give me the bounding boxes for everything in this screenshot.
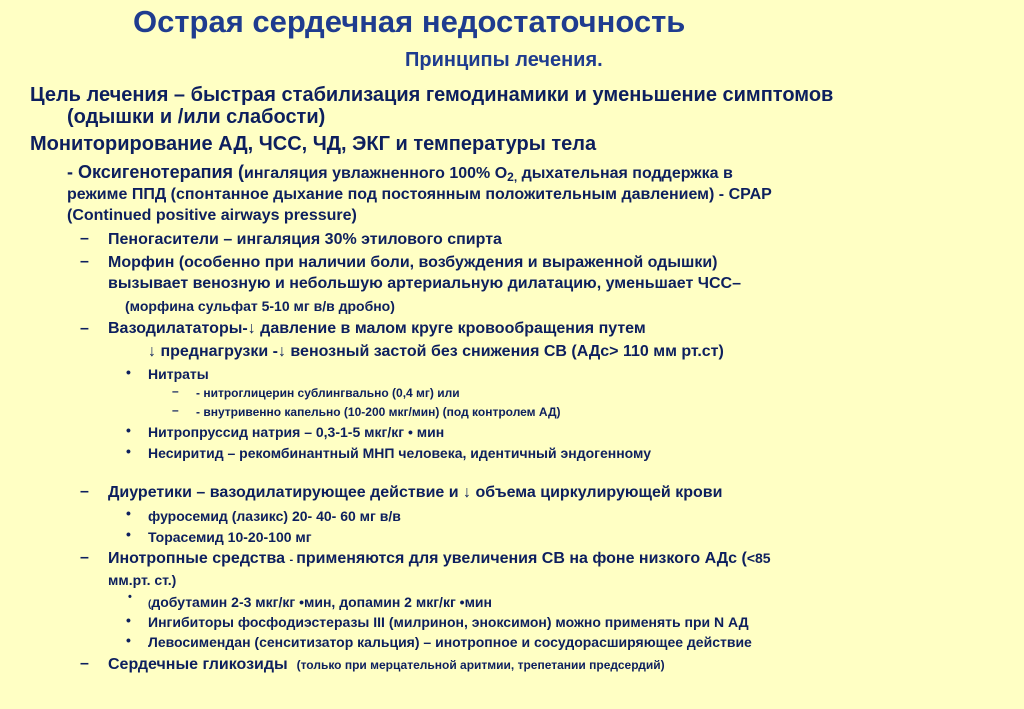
nitroglycerin-line-1: - нитроглицерин сублингвально (0,4 мг) или [196,386,460,400]
dash-marker: – [80,549,89,566]
bullet-marker: • [126,505,131,521]
diuretics-text: объема циркулирующей крови [471,484,723,501]
o2-subscript: 2, [507,170,518,184]
down-arrow-icon: ↓ [247,320,256,337]
dash-marker: – [80,320,89,337]
glycosides-note: (только при мерцательной аритмии, трепетании предсердий) [296,658,665,672]
dobutamine-line [148,594,492,610]
nesiritide-line: Несиритид – рекомбинантный МНП человека, идентичный эндогенному [148,445,651,461]
inotropes-bp: <85 [746,550,771,566]
nitroprusside-line: Нитропруссид натрия – 0,3-1-5 мкг/кг • мин [148,424,445,440]
goal-line-2: (одышки и /или слабости) [67,106,326,128]
dash-marker: – [80,655,89,672]
bullet-marker: • [128,591,132,603]
dash-marker: – [80,483,89,500]
glycosides-label: Сердечные гликозиды [108,656,288,673]
preload-text: преднагрузки - [156,343,278,360]
down-arrow-icon: ↓ [463,484,472,501]
furosemide-line: фуросемид (лазикс) 20- 40- 60 мг в/в [148,508,401,524]
down-arrow-icon: ↓ [277,343,286,360]
dobutamine-paren: ( [148,599,152,610]
morphine-line-3: (морфина сульфат 5-10 мг в/в дробно) [125,298,395,314]
page-subtitle: Принципы лечения. [405,49,603,71]
dash-marker: – [172,403,179,417]
bullet-marker: • [126,526,131,542]
vasodilators-label: Вазодилататоры- [108,320,248,337]
vasodilators-line-2 [148,343,724,361]
down-arrow-icon: ↓ [148,343,156,360]
levosimendan-line: Левосимендан (сенситизатор кальция) – инотропное и сосудорасширяющее действие [148,634,752,650]
monitoring-line: Мониторирование АД, ЧСС, ЧД, ЭКГ и температуры тела [30,133,597,155]
nitrates-label: Нитраты [148,366,209,382]
inotropes-dash: - [289,554,297,566]
inotropes-line-2: мм.рт. ст.) [108,572,177,588]
oxygen-text: ингаляция увлажненного 100% О [244,165,508,182]
goal-line-1: Цель лечения – быстрая стабилизация гемодинамики и уменьшение симптомов [30,84,834,106]
antifoam-line: Пеногасители – ингаляция 30% этилового спирта [108,231,502,248]
bullet-marker: • [126,632,131,648]
morphine-line-1: Морфин (особенно при наличии боли, возбуждения и выраженной одышки) [108,254,718,271]
oxygen-prefix: - Оксигенотерапия ( [67,162,245,182]
diuretics-line [108,484,722,502]
bullet-marker: • [126,612,131,628]
nitroglycerin-line-2: - внутривенно капельно (10-200 мкг/мин) (под контролем АД) [196,405,561,419]
pde-inhibitors-line: Ингибиторы фосфодиэстеразы III (милринон, эноксимон) можно применять при N АД [148,614,749,630]
morphine-line-2: вызывает венозную и небольшую артериальную дилатацию, уменьшает ЧСС– [108,275,741,292]
venous-text: венозный застой без снижения СВ (АДс> 110 мм рт.ст) [285,343,724,360]
bullet-marker: • [126,422,131,438]
inotropes-text: применяются для увеличения СВ на фоне низкого АДс ( [296,550,747,567]
page-title: Острая сердечная недостаточность [133,4,686,39]
oxygen-line-2: режиме ППД (спонтанное дыхание под постоянным положительным давлением) - CPAP [67,186,772,203]
dash-marker: – [80,253,89,270]
oxygen-line-1 [67,162,733,183]
dobutamine-text: добутамин 2-3 мкг/кг •мин, допамин 2 мкг/кг •мин [151,594,492,610]
dash-marker: – [172,384,179,398]
bullet-marker: • [126,364,131,380]
bullet-marker: • [126,443,131,459]
diuretics-label: Диуретики – вазодилатирующее действие и [108,484,464,501]
oxygen-text-end: дыхательная поддержка в [517,165,733,182]
glycosides-line [108,656,665,674]
vasodilators-text: давление в малом круге кровообращения путем [255,320,646,337]
torasemide-line: Торасемид 10-20-100 мг [148,529,312,545]
vasodilators-line-1 [108,320,646,338]
dash-marker: – [80,230,89,247]
inotropes-label: Инотропные средства [108,550,290,567]
oxygen-line-3: (Continued positive airways pressure) [67,207,357,224]
inotropes-line-1 [108,550,771,568]
